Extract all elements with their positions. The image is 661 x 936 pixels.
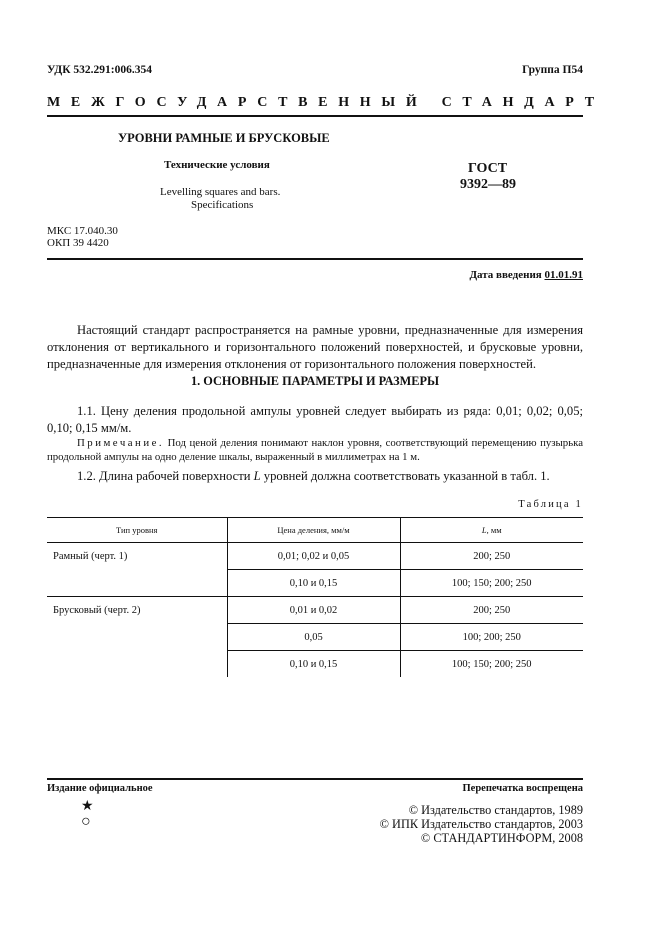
english-title-line1: Levelling squares and bars. (160, 186, 281, 198)
note-paragraph (47, 436, 583, 464)
gost-label: ГОСТ (468, 161, 508, 176)
note-text: Под ценой деления понимают наклон уровня, соответствующий перемещению пузырька продольной ампулы на одно деление шкалы, выраженный в миллиметрах на 1 м. (47, 437, 584, 463)
reprint-notice: Перепечатка воспрещена (462, 783, 583, 794)
table-row (47, 570, 583, 597)
table-cell-length: 100; 200; 250 (400, 624, 583, 651)
star-icon: ★ (81, 799, 94, 814)
udk-code: УДК 532.291:006.354 (47, 64, 152, 76)
intro-date (469, 269, 583, 281)
document-subtitle: Технические условия (164, 159, 270, 171)
table-cell-price: 0,10 и 0,15 (227, 570, 400, 597)
table-row (47, 651, 583, 678)
table-cell-price: 0,01 и 0,02 (227, 597, 400, 624)
intro-date-value: 01.01.91 (544, 269, 583, 281)
document-title: УРОВНИ РАМНЫЕ И БРУСКОВЫЕ (118, 131, 330, 145)
okp-code: ОКП 39 4420 (47, 237, 109, 249)
table-row (47, 543, 583, 570)
column-header-type: Тип уровня (47, 518, 227, 543)
section-heading: 1. ОСНОВНЫЕ ПАРАМЕТРЫ И РАЗМЕРЫ (190, 374, 440, 388)
clause-1-2-text: 1.2. Длина рабочей поверхности (77, 469, 254, 483)
clause-1-1: 1.1. Цену деления продольной ампулы уровней следует выбирать из ряда: 0,01; 0,02; 0,05; 0,10; 0,15 мм/м. (47, 404, 583, 435)
english-title-line2: Specifications (191, 199, 254, 211)
copyright-2008: © СТАНДАРТИНФОРМ, 2008 (420, 831, 583, 845)
table-row (47, 597, 583, 624)
copyright-2003: © ИПК Издательство стандартов, 2003 (379, 817, 583, 831)
official-edition: Издание официальное (47, 783, 153, 794)
mks-code: МКС 17.040.30 (47, 225, 118, 237)
table-row (47, 624, 583, 651)
length-variable-header: L (481, 525, 487, 535)
column-header-price: Цена деления, мм/м (227, 518, 400, 543)
clause-1-2 (47, 468, 583, 485)
table-cell-length: 100; 150; 200; 250 (400, 570, 583, 597)
note-label: Примечание. (77, 437, 165, 449)
table-cell-type (47, 651, 227, 678)
table-cell-price: 0,05 (227, 624, 400, 651)
intro-paragraph: Настоящий стандарт распространяется на рамные уровни, предназначенные для измерения отклонения от вертикального и горизонтального положений поверхностей, и брусковые уровни, предназначенные для измерения отклонения от горизонтального положения поверхностей. (47, 323, 583, 371)
table-cell-length: 200; 250 (400, 543, 583, 570)
header-rule (47, 115, 583, 117)
title-rule (47, 258, 583, 260)
parameters-table (47, 517, 583, 677)
footer-rule (47, 778, 583, 780)
table-cell-type: Брусковый (черт. 2) (47, 597, 227, 624)
copyright-1989: © Издательство стандартов, 1989 (408, 803, 583, 817)
table-cell-price: 0,10 и 0,15 (227, 651, 400, 678)
table-cell-type: Рамный (черт. 1) (47, 543, 227, 570)
clause-1-2-text-end: уровней должна соответствовать указанной в табл. 1. (260, 469, 550, 483)
table-cell-price: 0,01; 0,02 и 0,05 (227, 543, 400, 570)
table-cell-length: 200; 250 (400, 597, 583, 624)
standard-banner: МЕЖГОСУДАРСТВЕННЫЙ СТАНДАРТ (47, 95, 605, 110)
table-cell-length: 100; 150; 200; 250 (400, 651, 583, 678)
column-header-length: L, мм (400, 518, 583, 543)
table-caption: Таблица 1 (518, 499, 583, 510)
intro-date-label: Дата введения (469, 269, 542, 281)
table-cell-type (47, 570, 227, 597)
length-variable: L (253, 469, 261, 483)
circle-icon: ○ (81, 813, 91, 830)
group-code: Группа П54 (522, 64, 583, 76)
gost-number: 9392—89 (460, 177, 516, 192)
table-cell-type (47, 624, 227, 651)
